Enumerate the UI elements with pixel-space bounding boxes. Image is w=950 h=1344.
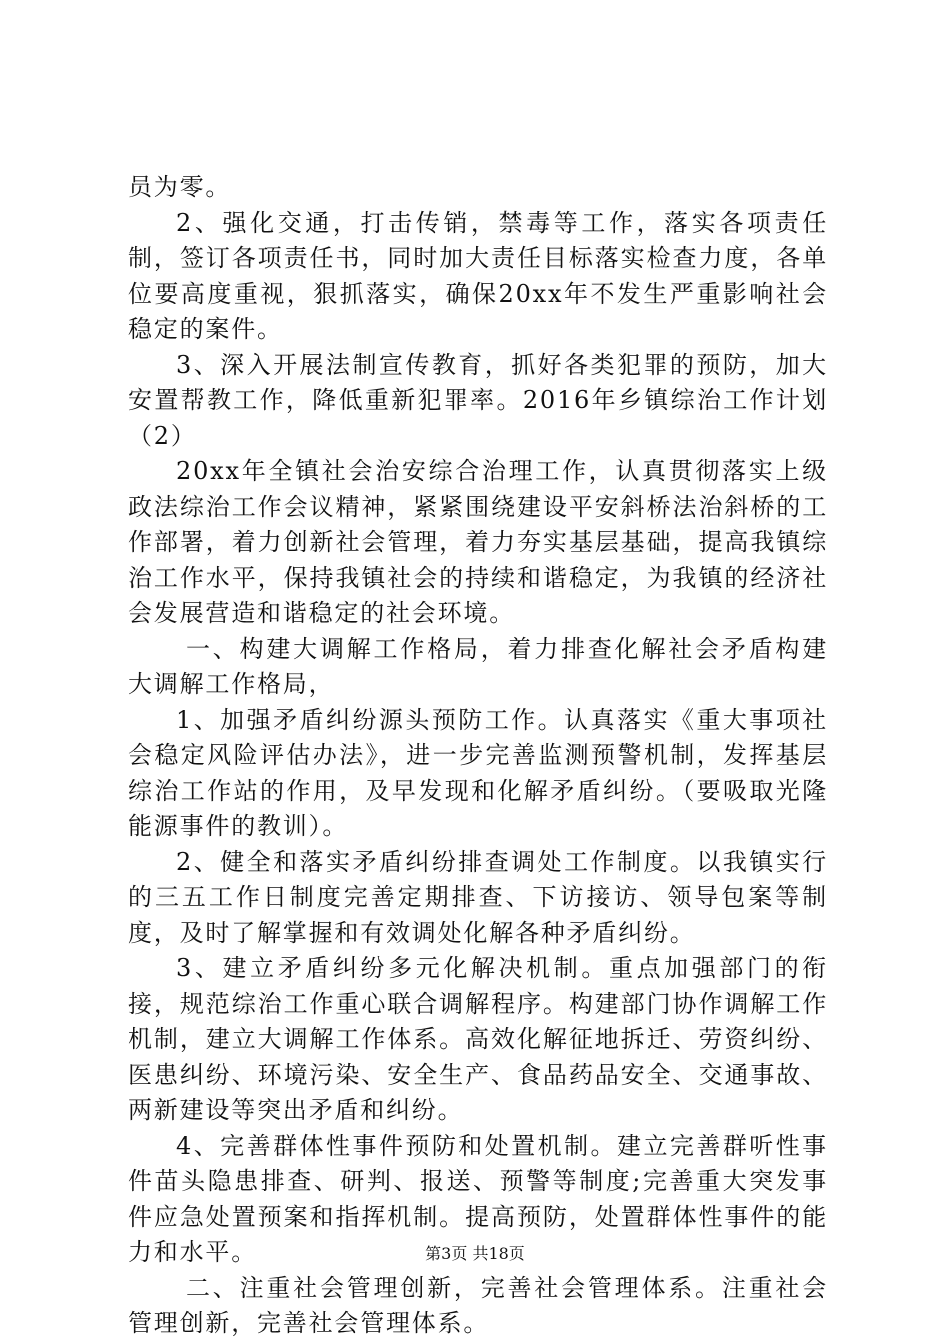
paragraph-section-one-item-1: 1、加强矛盾纠纷源头预防工作。认真落实《重大事项社会稳定风险评估办法》，进一步完善监测预警机制，发挥基层综治工作站的作用，及早发现和化解矛盾纠纷。（要吸取光隆能源事件的教训）。 [128,705,828,840]
paragraph-item-2: 2、强化交通，打击传销，禁毒等工作，落实各项责任制，签订各项责任书，同时加大责任目标落实检查力度，各单位要高度重视，狠抓落实，确保20xx年不发生严重影响社会稳定的案件。 [128,208,828,343]
paragraph-intro: 20xx年全镇社会治安综合治理工作，认真贯彻落实上级政法综治工作会议精神，紧紧围绕建设平安斜桥法治斜桥的工作部署，着力创新社会管理，着力夯实基层基础，提高我镇综治工作水平，保持我镇社会的持续和谐稳定，为我镇的经济社会发展营造和谐稳定的社会环境。 [128,457,828,627]
section-heading-one: 一、构建大调解工作格局，着力排查化解社会矛盾构建大调解工作格局， [128,634,828,698]
page-number-footer: 第3页 共18页 [425,1244,525,1263]
paragraph-section-one-item-4: 4、完善群体性事件预防和处置机制。建立完善群听性事件苗头隐患排查、研判、报送、预警等制度;完善重大突发事件应急处置预案和指挥机制。提高预防，处置群体性事件的能力和水平。 [128,1131,828,1266]
section-heading-two: 二、注重社会管理创新，完善社会管理体系。注重社会管理创新，完善社会管理体系。 [128,1273,828,1337]
paragraph-continuation: 员为零。 [128,173,232,201]
paragraph-section-one-item-3: 3、建立矛盾纠纷多元化解决机制。重点加强部门的衔接，规范综治工作重心联合调解程序。构建部门协作调解工作机制，建立大调解工作体系。高效化解征地拆迁、劳资纠纷、医患纠纷、环境污染、安全生产、食品药品安全、交通事故、两新建设等突出矛盾和纠纷。 [128,954,828,1124]
paragraph-section-one-item-2: 2、健全和落实矛盾纠纷排查调处工作制度。以我镇实行的三五工作日制度完善定期排查、下访接访、领导包案等制度，及时了解掌握和有效调处化解各种矛盾纠纷。 [128,847,828,947]
document-body [128,170,828,1342]
paragraph-item-3: 3、深入开展法制宣传教育，抓好各类犯罪的预防，加大安置帮教工作，降低重新犯罪率。2016年乡镇综治工作计划（2） [128,350,828,450]
